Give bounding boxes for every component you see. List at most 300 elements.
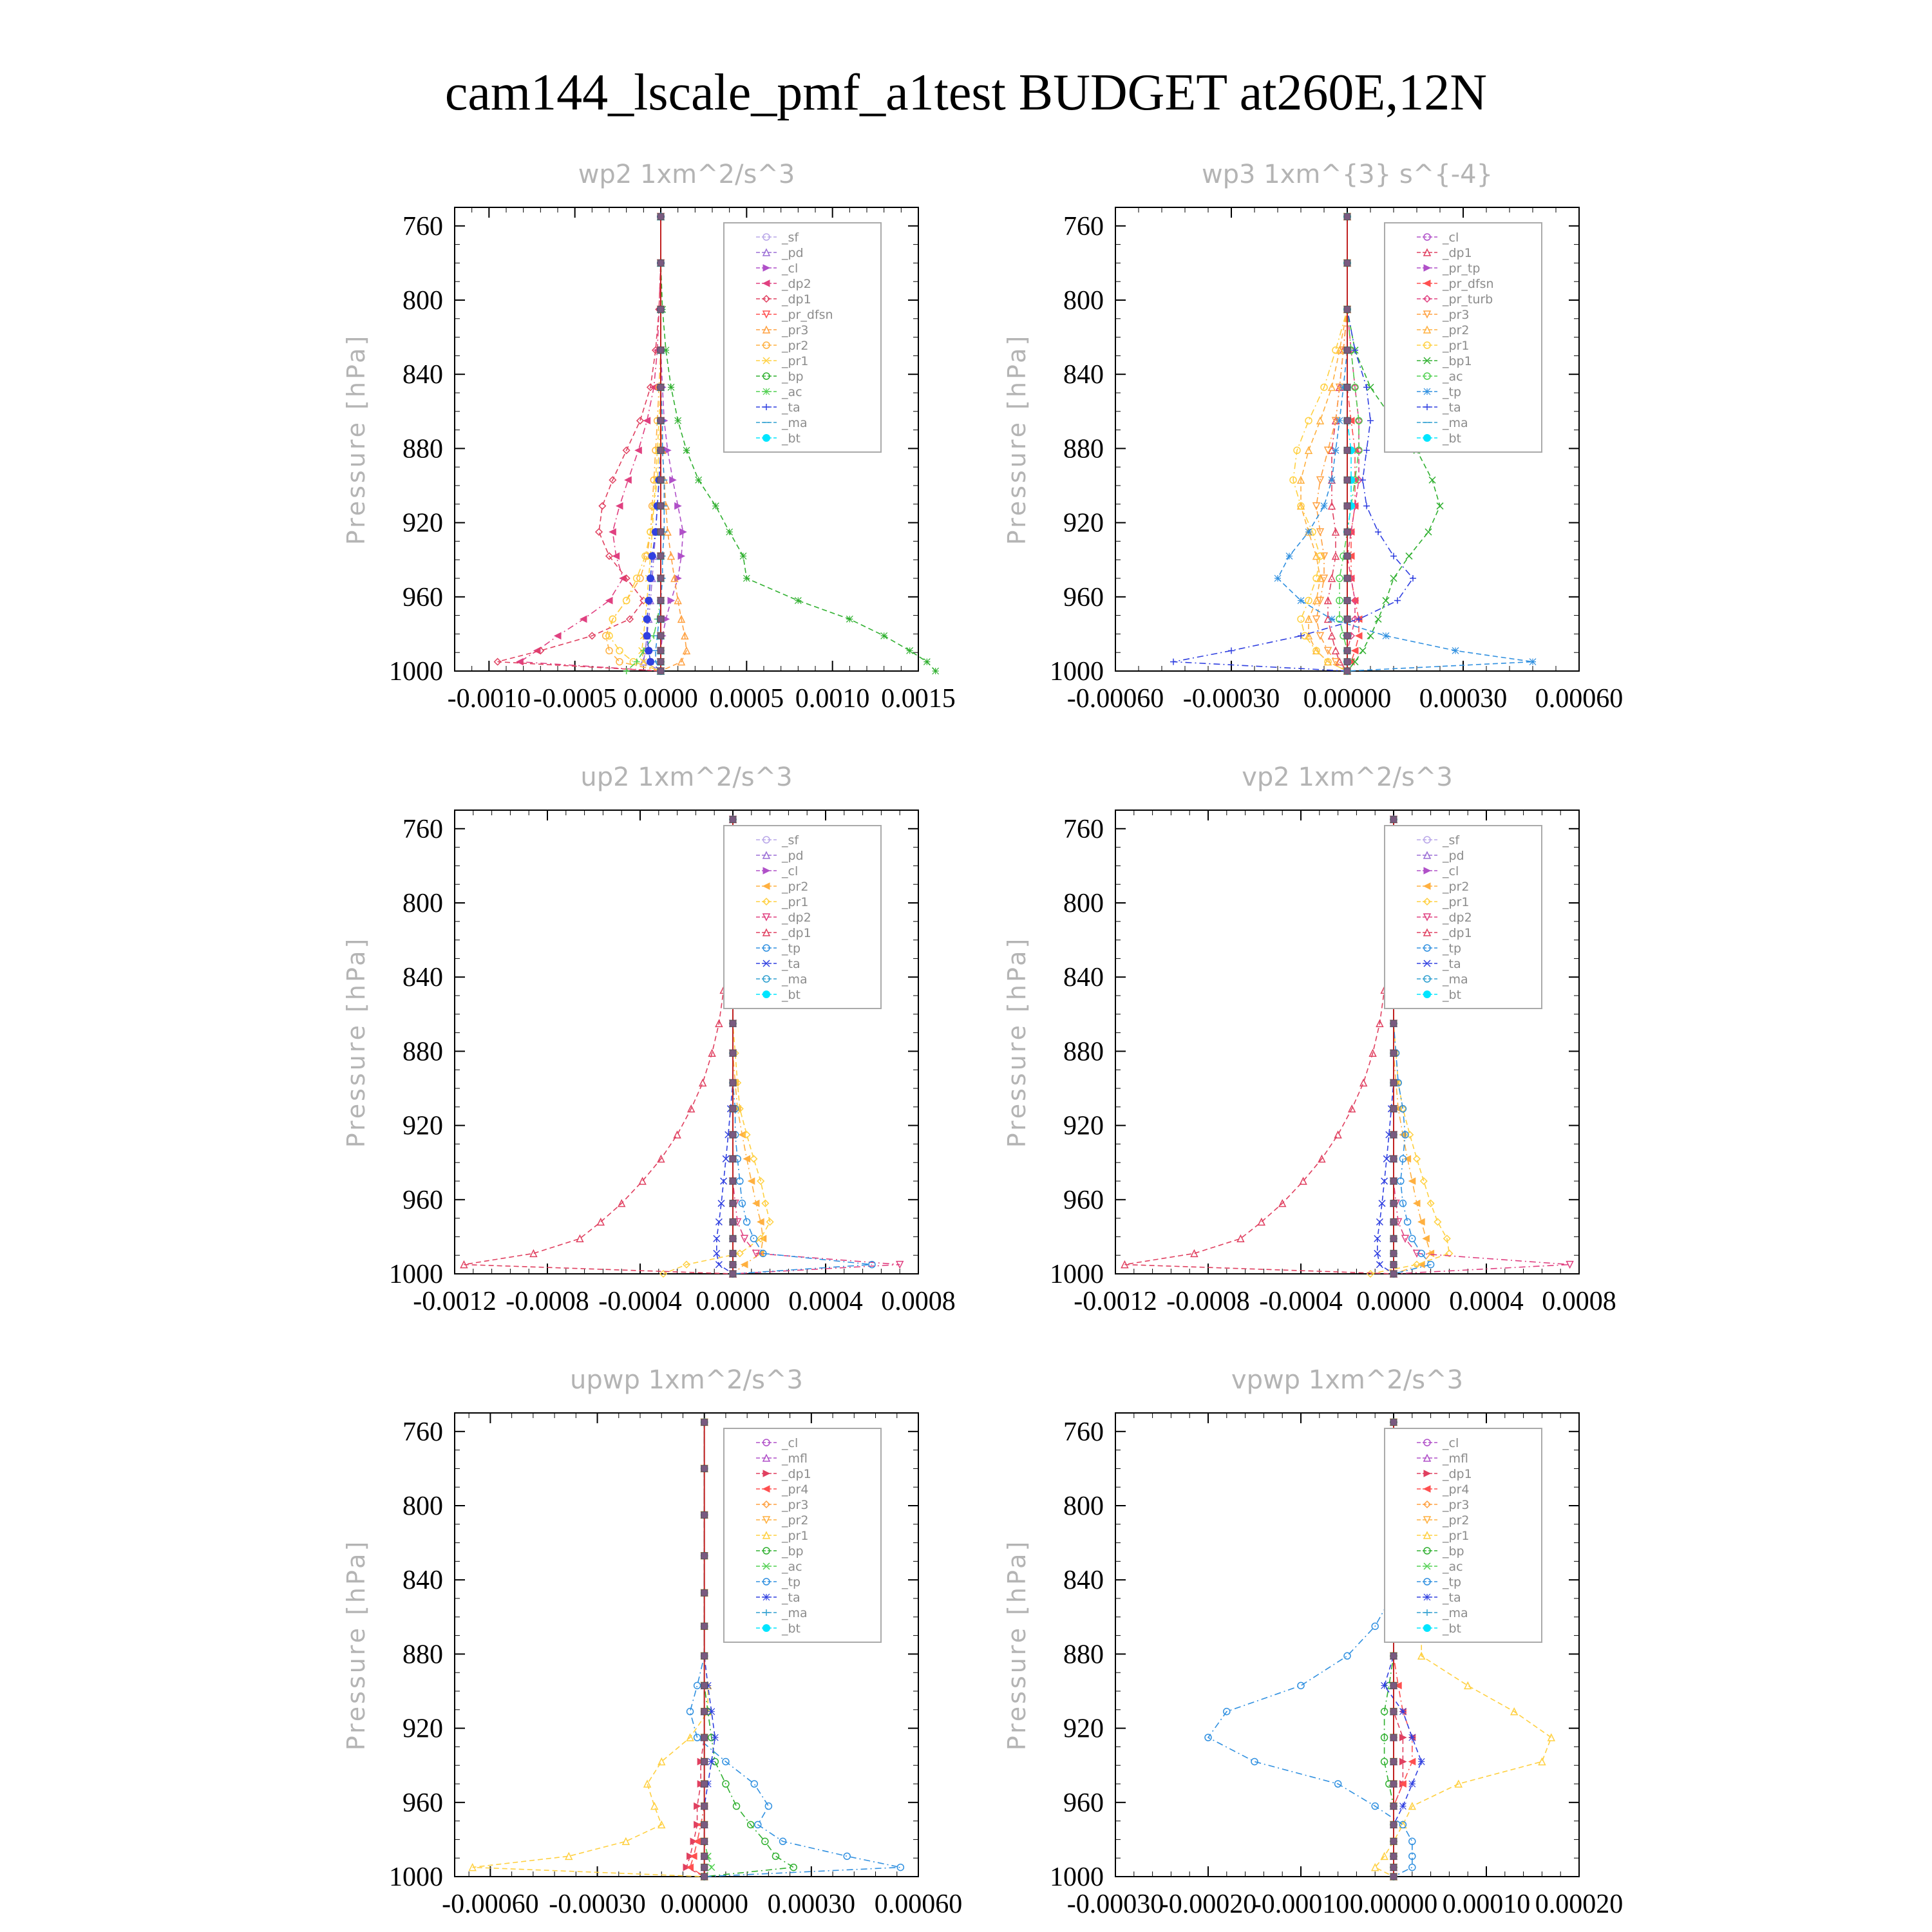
x-tick-label: 0.00030 xyxy=(1419,684,1508,714)
series-line xyxy=(473,1422,708,1877)
bt-marker xyxy=(1344,529,1350,535)
legend-label: _bp xyxy=(782,370,804,384)
data-point xyxy=(609,529,616,535)
data-point xyxy=(1360,1079,1367,1086)
data-point xyxy=(1399,1803,1406,1810)
legend-marker xyxy=(762,1624,770,1632)
data-point xyxy=(1375,529,1381,535)
bt-marker xyxy=(701,1853,708,1859)
bt-marker xyxy=(730,1050,736,1056)
legend-label: _bp xyxy=(782,1544,804,1558)
bt-marker xyxy=(730,1079,736,1086)
data-point xyxy=(1437,503,1443,509)
bt-marker xyxy=(1390,1079,1397,1086)
y-tick-label: 760 xyxy=(1063,814,1104,844)
legend-label: _pr3 xyxy=(782,323,809,337)
x-tick-label: -0.0004 xyxy=(1259,1287,1343,1316)
data-point xyxy=(765,1803,772,1810)
x-tick-label: -0.0010 xyxy=(447,684,531,714)
data-point xyxy=(1170,659,1177,665)
data-point xyxy=(674,1132,681,1138)
bt-marker xyxy=(1344,647,1350,654)
series-pr2 xyxy=(603,213,664,674)
data-point xyxy=(712,503,719,509)
data-point xyxy=(1381,1682,1388,1689)
legend-label: _bp xyxy=(1443,1544,1464,1558)
panel-4 xyxy=(1003,762,1616,1316)
bt-marker xyxy=(1344,384,1350,390)
data-point xyxy=(580,616,587,622)
legend-label: _bt xyxy=(782,1622,801,1636)
x-tick-label: -0.00020 xyxy=(1159,1889,1257,1919)
series-pr3 xyxy=(1313,213,1350,674)
legend xyxy=(724,826,881,1009)
bt-marker xyxy=(658,417,664,424)
data-point xyxy=(1464,1682,1471,1689)
data-point xyxy=(647,658,654,666)
legend-label: _bt xyxy=(782,431,801,446)
legend-label: _cl xyxy=(782,1436,799,1450)
bt-marker xyxy=(1390,1873,1397,1880)
x-tick-label: -0.0008 xyxy=(506,1287,589,1316)
data-point xyxy=(1405,1218,1411,1225)
legend-label: _pr_turb xyxy=(1443,292,1493,307)
legend-label: _ta xyxy=(1443,401,1461,415)
y-tick-label: 960 xyxy=(402,1788,443,1818)
bt-marker xyxy=(701,1709,708,1715)
legend-label: _pr3 xyxy=(1443,1498,1470,1512)
bt-marker xyxy=(701,1465,708,1472)
data-point xyxy=(1425,529,1432,535)
bt-marker xyxy=(1344,260,1350,266)
legend-label: _ac xyxy=(782,1560,802,1574)
x-tick-label: -0.0012 xyxy=(1074,1287,1157,1316)
panel-5 xyxy=(342,1365,962,1919)
panel-3 xyxy=(342,762,956,1316)
legend-label: _pr_tp xyxy=(1443,261,1481,276)
x-tick-label: 0.00060 xyxy=(874,1889,963,1919)
x-tick-label: -0.00010 xyxy=(1252,1889,1350,1919)
bt-marker xyxy=(1390,1803,1397,1810)
bt-marker xyxy=(1344,668,1350,674)
y-tick-label: 760 xyxy=(402,1417,443,1447)
series-line xyxy=(464,819,733,1274)
y-tick-label: 920 xyxy=(402,1714,443,1744)
data-point xyxy=(683,447,690,453)
bt-marker xyxy=(1344,659,1350,665)
legend-label: _pr2 xyxy=(1443,880,1470,894)
series-dp1 xyxy=(1121,816,1397,1277)
bt-marker xyxy=(1390,816,1397,822)
bt-marker xyxy=(658,632,664,639)
data-point xyxy=(923,659,930,665)
bt-marker xyxy=(1390,1682,1397,1689)
data-point xyxy=(687,1709,694,1715)
y-tick-label: 800 xyxy=(402,286,443,316)
data-point xyxy=(750,1155,757,1162)
y-tick-label: 880 xyxy=(402,434,443,464)
y-axis-label: Pressure [hPa] xyxy=(1003,1539,1031,1751)
legend-label: _sf xyxy=(782,231,799,245)
bt-marker xyxy=(1344,213,1350,220)
bt-marker xyxy=(1390,1155,1397,1162)
bt-marker xyxy=(658,384,664,390)
bt-marker xyxy=(1390,1132,1397,1138)
bt-marker xyxy=(1344,575,1350,582)
data-point xyxy=(637,417,643,424)
y-tick-label: 800 xyxy=(1063,889,1104,918)
data-point xyxy=(1421,1178,1427,1184)
bt-marker xyxy=(1390,1050,1397,1056)
data-point xyxy=(1429,477,1435,483)
legend-label: _ma xyxy=(1443,972,1468,987)
data-point xyxy=(1329,477,1335,483)
data-point xyxy=(668,384,674,390)
y-tick-label: 920 xyxy=(402,508,443,538)
data-point xyxy=(1409,1864,1416,1871)
data-point xyxy=(1539,1758,1545,1765)
data-point xyxy=(1329,575,1335,582)
legend-marker xyxy=(763,1594,770,1600)
y-tick-label: 920 xyxy=(1063,1111,1104,1141)
y-tick-label: 760 xyxy=(1063,211,1104,242)
x-tick-label: 0.0008 xyxy=(1542,1287,1616,1316)
data-point xyxy=(623,1838,629,1844)
y-tick-label: 960 xyxy=(1063,1788,1104,1818)
y-axis-label: Pressure [hPa] xyxy=(342,333,370,545)
legend-label: _tp xyxy=(782,1575,801,1589)
legend-label: _dp1 xyxy=(1443,246,1472,260)
bt-marker xyxy=(701,1589,708,1596)
legend-marker xyxy=(763,388,770,395)
bt-marker xyxy=(658,529,664,535)
legend-label: _dp2 xyxy=(782,277,811,291)
data-point xyxy=(516,659,523,665)
bt-marker xyxy=(730,1106,736,1112)
bt-marker xyxy=(1390,1734,1397,1741)
bt-marker xyxy=(1390,1419,1397,1425)
legend-label: _ac xyxy=(1443,370,1463,384)
legend-label: _bp1 xyxy=(1443,354,1472,368)
legend-label: _dp1 xyxy=(1443,926,1472,940)
bt-marker xyxy=(701,1623,708,1629)
legend-label: _pr1 xyxy=(782,895,809,909)
y-tick-label: 880 xyxy=(1063,434,1104,464)
legend xyxy=(1385,1428,1542,1642)
panel-6 xyxy=(1003,1365,1623,1919)
y-tick-label: 800 xyxy=(402,1492,443,1521)
data-point xyxy=(1336,417,1343,424)
series-dp1 xyxy=(460,816,736,1277)
y-tick-label: 760 xyxy=(1063,1417,1104,1447)
data-point xyxy=(554,632,561,639)
data-point xyxy=(1313,503,1320,509)
data-point xyxy=(1414,1155,1420,1162)
data-point xyxy=(1332,447,1339,453)
data-point xyxy=(1191,1250,1197,1256)
y-tick-label: 840 xyxy=(402,360,443,390)
bt-marker xyxy=(1390,1262,1397,1268)
data-point xyxy=(772,1853,779,1859)
bt-marker xyxy=(1344,598,1350,604)
legend-label: _dp2 xyxy=(782,911,811,925)
legend-label: _pr4 xyxy=(782,1482,809,1497)
x-tick-label: 0.0005 xyxy=(709,684,784,714)
bt-marker xyxy=(658,659,664,665)
y-tick-label: 800 xyxy=(1063,286,1104,316)
legend-label: _ta xyxy=(1443,957,1461,971)
data-point xyxy=(1418,1218,1425,1225)
bt-marker xyxy=(701,1873,708,1880)
y-axis-label: Pressure [hPa] xyxy=(1003,936,1031,1148)
data-point xyxy=(1363,503,1370,509)
legend-label: _sf xyxy=(782,833,799,848)
data-point xyxy=(1394,598,1401,604)
legend-label: _pr3 xyxy=(1443,308,1470,322)
legend-label: _pr2 xyxy=(1443,323,1470,337)
legend-marker xyxy=(762,434,770,442)
legend-label: _ma xyxy=(782,1606,808,1620)
legend-marker xyxy=(1424,1594,1430,1600)
legend-label: _pr_dfsn xyxy=(782,308,833,322)
bt-marker xyxy=(701,1682,708,1689)
bt-marker xyxy=(1344,616,1350,622)
legend-label: _tp xyxy=(1443,1575,1462,1589)
bt-marker xyxy=(658,503,664,509)
data-point xyxy=(668,598,674,604)
data-point xyxy=(644,1781,650,1787)
series-pr1b xyxy=(606,213,664,674)
legend-label: _ac xyxy=(782,385,802,399)
y-tick-label: 1000 xyxy=(1050,1260,1104,1289)
y-tick-label: 1000 xyxy=(389,1862,443,1892)
x-tick-label: 0.00060 xyxy=(1535,684,1624,714)
data-point xyxy=(625,477,631,483)
legend-marker xyxy=(1423,434,1431,442)
bt-marker xyxy=(658,306,664,312)
panel-title: vp2 1xm^2/s^3 xyxy=(1242,762,1453,792)
data-point xyxy=(1423,1235,1429,1242)
bt-marker xyxy=(701,1821,708,1828)
data-point xyxy=(699,1079,706,1086)
y-tick-label: 880 xyxy=(1063,1037,1104,1067)
bt-marker xyxy=(730,816,736,822)
y-tick-label: 800 xyxy=(402,889,443,918)
legend-label: _dp1 xyxy=(1443,1467,1472,1481)
legend-label: _pr1 xyxy=(782,1529,809,1543)
panels xyxy=(342,160,1623,1919)
legend xyxy=(724,1428,881,1642)
legend-label: _ta xyxy=(782,401,800,415)
legend-label: _sf xyxy=(1443,833,1460,848)
data-point xyxy=(616,503,623,509)
data-point xyxy=(933,668,939,674)
series-pr1 xyxy=(469,1419,712,1880)
bt-marker xyxy=(1390,1709,1397,1715)
data-point xyxy=(1344,1653,1350,1659)
data-point xyxy=(846,616,853,622)
data-point xyxy=(881,632,887,639)
data-point xyxy=(1367,632,1374,639)
data-point xyxy=(795,598,801,604)
bt-marker xyxy=(730,1218,736,1225)
x-tick-label: -0.00060 xyxy=(442,1889,539,1919)
data-point xyxy=(1367,417,1374,424)
legend-label: _bt xyxy=(1443,1622,1462,1636)
data-point xyxy=(1409,1734,1416,1741)
x-tick-label: 0.0015 xyxy=(881,684,956,714)
panel-title: upwp 1xm^2/s^3 xyxy=(570,1365,803,1395)
data-point xyxy=(712,1734,718,1741)
x-tick-label: 0.00000 xyxy=(1349,1889,1438,1919)
data-point xyxy=(751,1781,757,1787)
bt-marker xyxy=(730,1132,736,1138)
bt-marker xyxy=(1390,1853,1397,1859)
bt-marker xyxy=(701,1511,708,1518)
data-point xyxy=(1335,1132,1341,1138)
bt-marker xyxy=(658,553,664,559)
legend-label: _ta xyxy=(782,1591,800,1605)
panel-title: wp2 1xm^2/s^3 xyxy=(578,160,795,189)
bt-marker xyxy=(730,1200,736,1207)
data-point xyxy=(907,647,913,654)
x-tick-label: 0.0010 xyxy=(795,684,870,714)
legend-label: _ma xyxy=(782,416,808,430)
y-tick-label: 920 xyxy=(1063,508,1104,538)
data-point xyxy=(760,1235,766,1242)
legend-label: _pr3 xyxy=(782,1498,809,1512)
bt-marker xyxy=(1344,347,1350,354)
legend-label: _cl xyxy=(1443,1436,1459,1450)
bt-marker xyxy=(1390,1178,1397,1184)
data-point xyxy=(649,552,656,560)
legend-label: _cl xyxy=(1443,231,1459,245)
bt-marker xyxy=(658,213,664,220)
panel-title: wp3 1xm^{3} s^{-4} xyxy=(1201,160,1493,189)
legend xyxy=(724,223,881,452)
data-point xyxy=(1336,575,1343,582)
x-tick-label: -0.00030 xyxy=(1182,684,1280,714)
data-point xyxy=(790,1864,797,1871)
x-tick-label: -0.00030 xyxy=(549,1889,646,1919)
data-point xyxy=(744,1218,750,1225)
bt-marker xyxy=(1390,1218,1397,1225)
series-line xyxy=(661,216,687,671)
bt-marker xyxy=(730,1250,736,1256)
data-point xyxy=(1298,616,1304,622)
series-line xyxy=(606,216,661,671)
bt-marker xyxy=(658,668,664,674)
legend-label: _dp2 xyxy=(1443,911,1472,925)
bt-marker xyxy=(658,575,664,582)
y-tick-label: 880 xyxy=(402,1640,443,1670)
bt-marker xyxy=(701,1838,708,1844)
data-point xyxy=(635,447,641,453)
y-tick-label: 840 xyxy=(402,963,443,993)
legend-label: _mfl xyxy=(1443,1452,1468,1466)
figure-title: cam144_lscale_pmf_a1test BUDGET at260E,12N xyxy=(444,64,1488,121)
data-point xyxy=(1298,1682,1304,1689)
bt-marker xyxy=(1344,306,1350,312)
data-point xyxy=(1383,632,1389,639)
data-point xyxy=(643,632,651,639)
bt-marker xyxy=(730,1235,736,1242)
data-point xyxy=(645,647,652,654)
bt-marker xyxy=(658,447,664,453)
data-point xyxy=(1375,616,1381,622)
legend-label: _pr1 xyxy=(1443,1529,1470,1543)
data-point xyxy=(1274,575,1281,582)
data-point xyxy=(530,1250,536,1256)
legend-label: _ma xyxy=(1443,1606,1468,1620)
panel-2 xyxy=(1003,160,1623,714)
data-point xyxy=(687,1864,694,1871)
panel-title: up2 1xm^2/s^3 xyxy=(580,762,793,792)
data-point xyxy=(1359,647,1366,654)
bt-marker xyxy=(730,1271,736,1277)
data-point xyxy=(1329,616,1335,622)
bt-marker xyxy=(730,1155,736,1162)
series-ta xyxy=(1170,213,1416,674)
legend-label: _dp1 xyxy=(782,926,811,940)
data-point xyxy=(1434,1218,1441,1225)
bt-marker xyxy=(1390,1653,1397,1659)
data-point xyxy=(694,1682,701,1689)
data-point xyxy=(743,575,750,582)
bt-marker xyxy=(1344,447,1350,453)
x-tick-label: 0.00000 xyxy=(1303,684,1392,714)
data-point xyxy=(1530,659,1536,665)
data-point xyxy=(596,529,602,535)
bt-marker xyxy=(701,1803,708,1810)
x-tick-label: 0.00030 xyxy=(767,1889,856,1919)
data-point xyxy=(1399,1709,1406,1715)
legend-label: _pr_dfsn xyxy=(1443,277,1494,291)
y-tick-label: 960 xyxy=(1063,1185,1104,1215)
y-axis-label: Pressure [hPa] xyxy=(342,936,370,1148)
y-tick-label: 920 xyxy=(1063,1714,1104,1744)
data-point xyxy=(1321,503,1327,509)
legend xyxy=(1385,826,1542,1009)
data-point xyxy=(616,647,623,654)
legend-label: _pr4 xyxy=(1443,1482,1470,1497)
legend-label: _cl xyxy=(782,864,799,878)
x-tick-label: 0.0004 xyxy=(1449,1287,1524,1316)
legend-label: _bt xyxy=(782,988,801,1002)
legend-label: _dp1 xyxy=(782,1467,811,1481)
data-point xyxy=(1352,647,1358,654)
legend-label: _cl xyxy=(782,261,799,276)
data-point xyxy=(1409,1178,1416,1184)
data-point xyxy=(1305,529,1312,535)
legend-marker xyxy=(1424,388,1430,395)
data-point xyxy=(690,1853,697,1859)
y-tick-label: 1000 xyxy=(1050,657,1104,687)
x-tick-label: -0.00060 xyxy=(1066,684,1164,714)
bt-marker xyxy=(1344,503,1350,509)
y-tick-label: 1000 xyxy=(389,1260,443,1289)
legend-label: _pr2 xyxy=(782,339,809,353)
data-point xyxy=(1332,647,1339,654)
legend-label: _tp xyxy=(782,942,801,956)
data-point xyxy=(1305,417,1312,424)
x-tick-label: 0.0004 xyxy=(788,1287,863,1316)
data-point xyxy=(1383,598,1389,604)
series-pr1 xyxy=(1290,213,1350,674)
bt-marker xyxy=(701,1553,708,1559)
legend-label: _pr1 xyxy=(1443,895,1470,909)
bt-marker xyxy=(1390,1200,1397,1207)
